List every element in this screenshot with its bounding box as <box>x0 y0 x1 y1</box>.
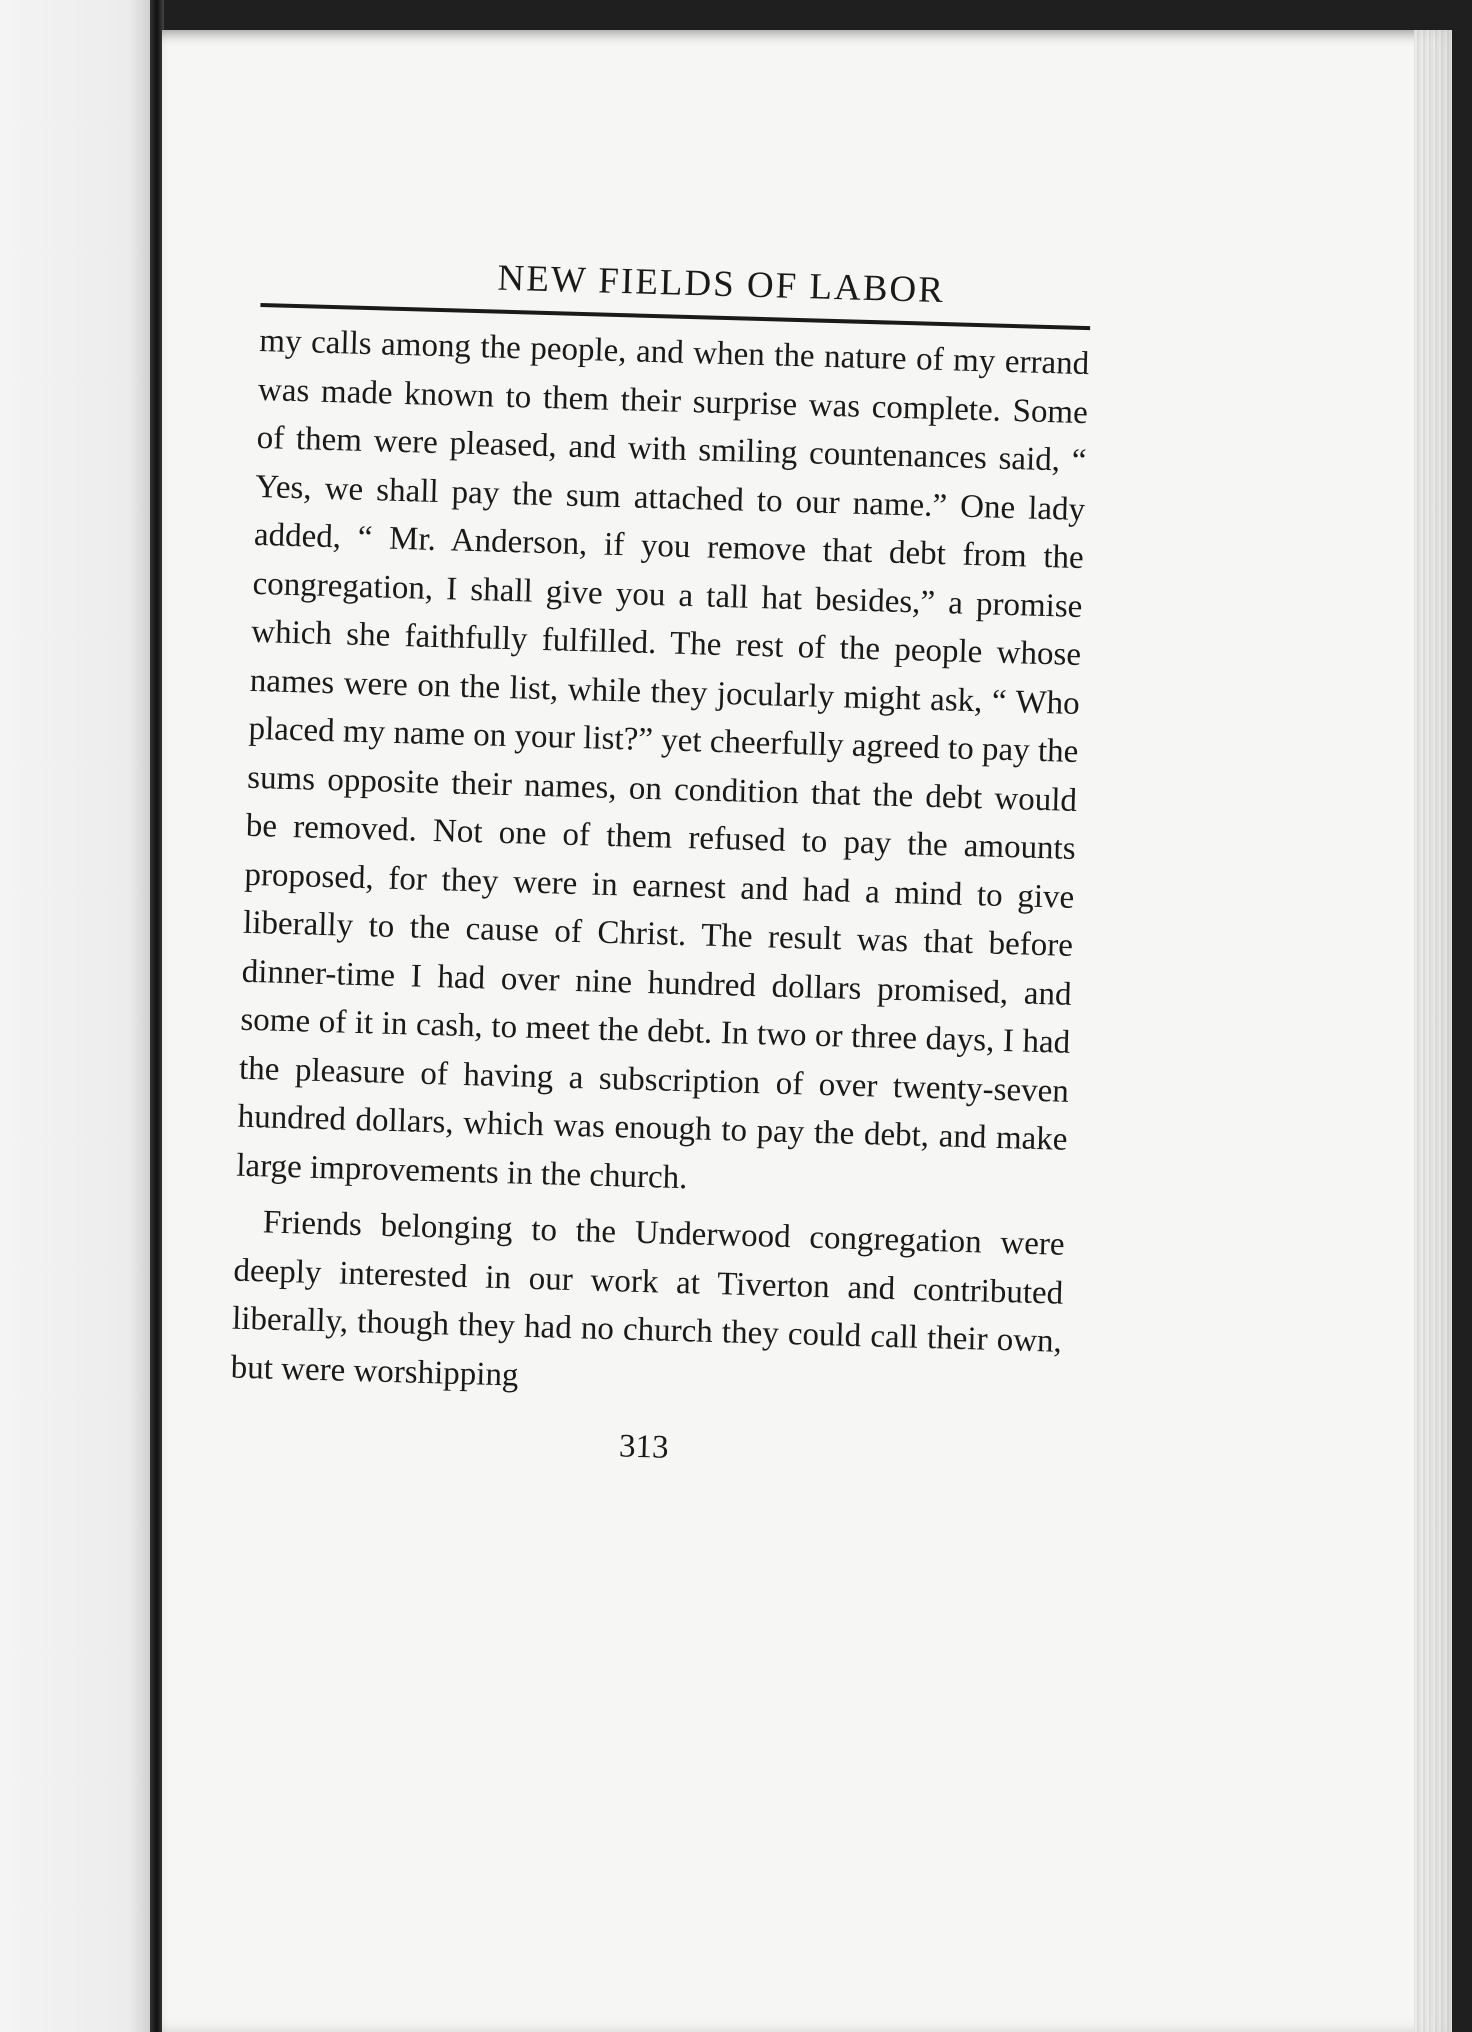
book-page <box>162 30 1452 2032</box>
previous-page-edge <box>0 0 160 2032</box>
paragraph-2: Friends belonging to the Underwood congregation were deeply interested in our work at Tiverton and contributed liberally, though they had no church they could call their own, but were worshipping <box>230 1204 1066 1394</box>
paragraph-1: my calls among the people, and when the nature of my errand was made known to them their surprise was complete. Some of them were pleased, and with smiling countenances said, “ Yes, we shall pay the sum attached to our name.” One lady added, “ Mr. Anderson, if you remove that debt from the congregation, I shall give you a tall hat besides,” a promise which she faithfully fulfilled. The rest of the people whose names were on the list, while they jocularly might ask, “ Who placed my name on your list?” yet cheerfully agreed to pay the sums opposite their names, on condition that the debt would be removed. Not one of them refused to pay the amounts proposed, for they were in earnest and had a mind to give liberally to the cause of Christ. The result was that before dinner-time I had over nine hundred dollars promised, and some of it in cash, to meet the debt. In two or three days, I had the pleasure of having a subscription of over twenty-seven hundred dollars, which was enough to pay the debt, and make large improvements in the church. <box>235 322 1090 1196</box>
page-number: 313 <box>618 1428 669 1466</box>
body-text <box>230 317 1090 1415</box>
running-title: NEW FIELDS OF LABOR <box>497 257 946 312</box>
page-content <box>228 250 1141 1479</box>
page-fore-edge <box>1414 30 1452 2032</box>
